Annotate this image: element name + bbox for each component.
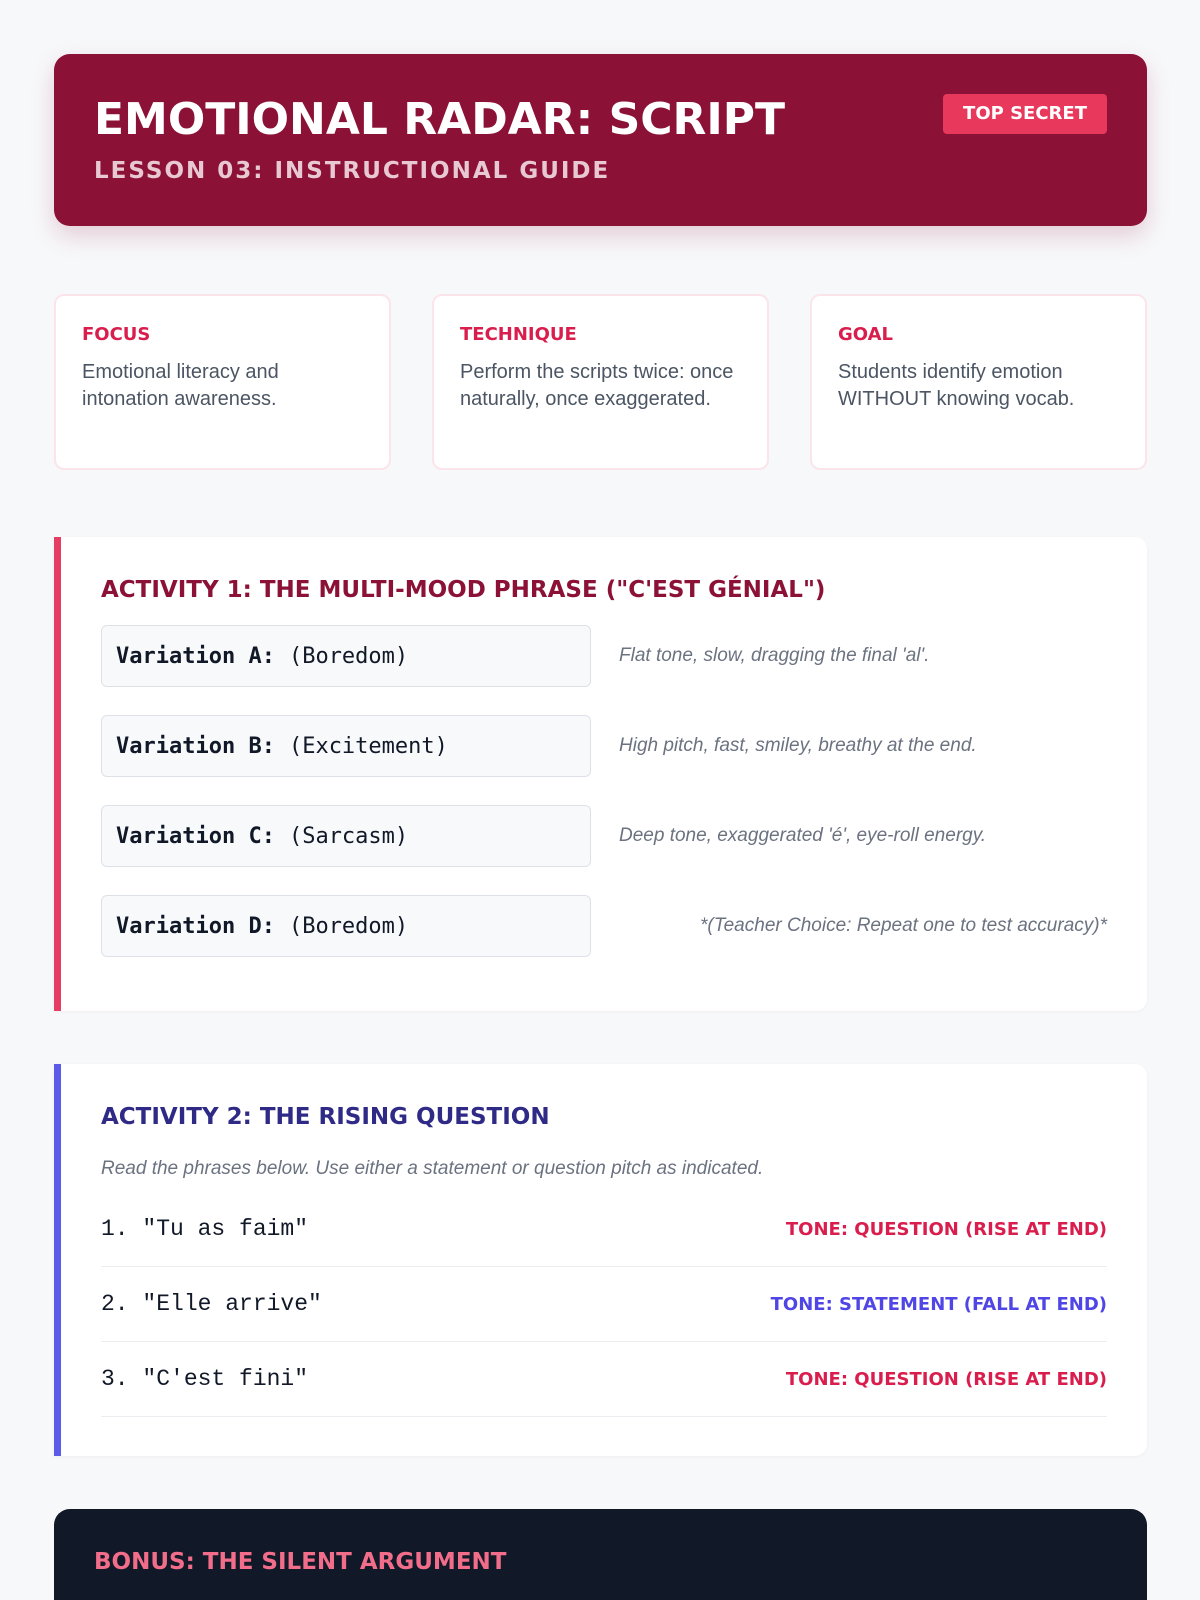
variation-note: Flat tone, slow, dragging the final 'al'. [619,645,930,666]
variation-mood: (Sarcasm) [288,823,409,849]
phrase-text: 3. "C'est fini" [101,1366,309,1392]
variation-box [101,715,591,777]
page-subtitle: LESSON 03: INSTRUCTIONAL GUIDE [94,158,611,184]
variation-key: Variation A: [116,643,275,669]
variation-list [101,625,1107,957]
variation-box [101,625,591,687]
variation-mood: (Boredom) [288,643,409,669]
variation-row [101,805,1107,867]
variation-mood: (Boredom) [288,913,409,939]
variation-key: Variation C: [116,823,275,849]
bonus-title: BONUS: THE SILENT ARGUMENT [94,1549,507,1575]
phrase-row [101,1192,1107,1267]
variation-box [101,895,591,957]
card-label: FOCUS [82,324,151,345]
card-text: Emotional literacy and intonation awareness. [82,361,279,410]
phrase-row [101,1267,1107,1342]
lesson-header [54,54,1147,226]
variation-row [101,895,1107,957]
tone-label: TONE: QUESTION (RISE AT END) [785,1218,1107,1240]
variation-mood: (Excitement) [288,733,448,759]
activity-2-instruction: Read the phrases below. Use either a statement or question pitch as indicated. [101,1158,764,1179]
activity-1-section [54,537,1147,1011]
teacher-choice-note: *(Teacher Choice: Repeat one to test accuracy)* [700,915,1107,936]
variation-note: Deep tone, exaggerated 'é', eye-roll energy. [619,825,987,846]
variation-key: Variation D: [116,913,275,939]
top-secret-badge: TOP SECRET [943,94,1107,134]
bonus-section [54,1509,1147,1600]
activity-1-title: ACTIVITY 1: THE MULTI-MOOD PHRASE ("C'EST GÉNIAL") [101,577,826,603]
technique-card [432,294,769,470]
variation-key: Variation B: [116,733,275,759]
focus-card [54,294,391,470]
phrase-text: 1. "Tu as faim" [101,1216,309,1242]
card-text: Students identify emotion WITHOUT knowing vocab. [838,361,1075,410]
activity-2-title: ACTIVITY 2: THE RISING QUESTION [101,1104,550,1130]
page-title: EMOTIONAL RADAR: SCRIPT [94,94,786,145]
variation-row [101,715,1107,777]
variation-box [101,805,591,867]
info-cards [54,294,1147,470]
goal-card [810,294,1147,470]
phrase-text: 2. "Elle arrive" [101,1291,322,1317]
variation-note: High pitch, fast, smiley, breathy at the end. [619,735,977,756]
tone-label: TONE: QUESTION (RISE AT END) [785,1368,1107,1390]
phrase-row [101,1342,1107,1417]
card-label: TECHNIQUE [460,324,577,345]
activity-2-section [54,1064,1147,1456]
tone-label: TONE: STATEMENT (FALL AT END) [770,1293,1107,1315]
variation-row [101,625,1107,687]
card-label: GOAL [838,324,893,345]
card-text: Perform the scripts twice: once naturally, once exaggerated. [460,361,734,410]
phrase-list [101,1192,1107,1417]
